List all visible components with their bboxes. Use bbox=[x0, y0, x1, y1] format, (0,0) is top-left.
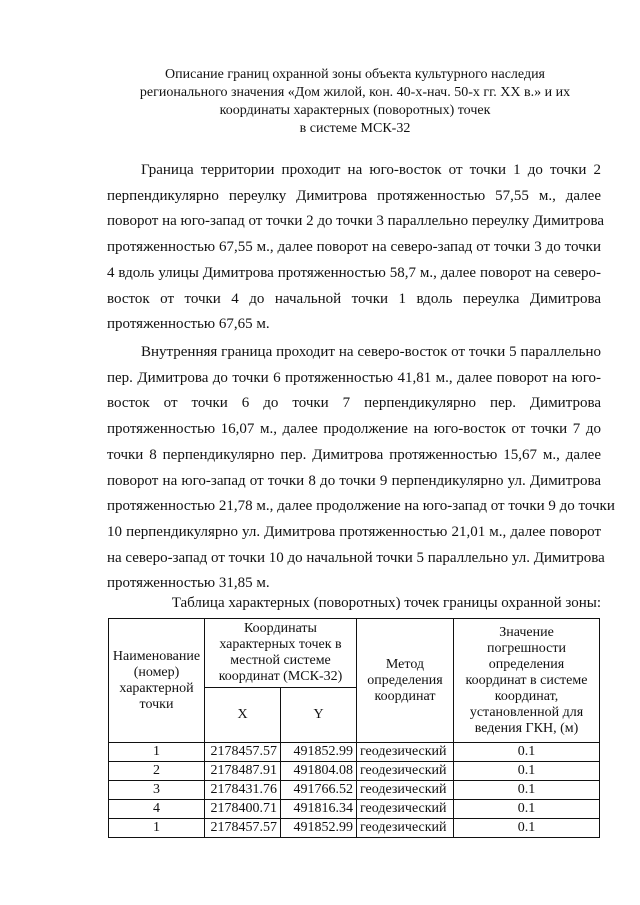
cell-x: 2178431.76 bbox=[205, 781, 281, 800]
cell-y: 491852.99 bbox=[281, 743, 357, 762]
cell-x: 2178457.57 bbox=[205, 819, 281, 838]
paragraph-inner-boundary bbox=[107, 340, 615, 597]
cell-accuracy: 0.1 bbox=[454, 819, 600, 838]
text-line: протяженностью 67,55 м., далее поворот на северо-запад от точки 3 до точки bbox=[107, 239, 601, 256]
coordinates-table bbox=[108, 618, 600, 838]
paragraph-outer-boundary bbox=[107, 158, 605, 338]
table-row bbox=[109, 781, 600, 800]
text-line: протяженностью 21,78 м., далее продолжение на юго-запад от точки 9 до точки bbox=[107, 498, 615, 515]
cell-point: 1 bbox=[109, 819, 205, 838]
cell-point: 4 bbox=[109, 800, 205, 819]
cell-method: геодезический bbox=[357, 800, 454, 819]
header-x: X bbox=[205, 688, 281, 743]
text-line: протяженностью 31,85 м. bbox=[107, 575, 270, 592]
title-line-3: координаты характерных (поворотных) точек bbox=[219, 103, 491, 118]
text-line: точки 8 перпендикулярно пер. Димитрова протяженностью 15,67 м., далее bbox=[107, 446, 601, 463]
cell-y: 491852.99 bbox=[281, 819, 357, 838]
cell-x: 2178487.91 bbox=[205, 762, 281, 781]
text-line: протяженностью 16,07 м., далее продолжение на юго-восток от точки 7 до bbox=[107, 421, 601, 438]
text-line: 10 перпендикулярно ул. Димитрова протяженностью 21,01 м., далее поворот bbox=[107, 523, 601, 540]
text-line: восток от точки 4 до начальной точки 1 вдоль переулка Димитрова bbox=[107, 290, 601, 307]
text-line: 4 вдоль улицы Димитрова протяженностью 58,7 м., далее поворот на северо- bbox=[107, 264, 601, 281]
table-caption: Таблица характерных (поворотных) точек границы охранной зоны: bbox=[171, 595, 601, 611]
title-line-1: Описание границ охранной зоны объекта культурного наследия bbox=[165, 67, 545, 82]
text-line: перпендикулярно переулку Димитрова протяженностью 57,55 м., далее bbox=[107, 187, 601, 204]
header-method: Метод определения координат bbox=[357, 619, 454, 743]
text-line: Внутренняя граница проходит на северо-восток от точки 5 параллельно bbox=[141, 344, 601, 360]
cell-accuracy: 0.1 bbox=[454, 743, 600, 762]
title-line-2: регионального значения «Дом жилой, кон. 40-х-нач. 50-х гг. XX в.» и их bbox=[139, 85, 571, 100]
table-row bbox=[109, 800, 600, 819]
table-row bbox=[109, 762, 600, 781]
text-line: восток от точки 6 до точки 7 перпендикулярно пер. Димитрова bbox=[107, 395, 601, 412]
document-title bbox=[120, 66, 590, 138]
cell-method: геодезический bbox=[357, 819, 454, 838]
cell-x: 2178457.57 bbox=[205, 743, 281, 762]
text-line: поворот на юго-запад от точки 8 до точки 9 перпендикулярно ул. Димитрова bbox=[107, 472, 601, 489]
cell-y: 491766.52 bbox=[281, 781, 357, 800]
header-accuracy: Значение погрешности определения координат в системе координат, установленной для ведения ГКН, (м) bbox=[454, 619, 600, 743]
title-line-4: в системе МСК-32 bbox=[299, 121, 411, 136]
header-coordinates: Координаты характерных точек в местной системе координат (МСК-32) bbox=[205, 619, 357, 688]
header-point-name: Наименование (номер) характерной точки bbox=[109, 619, 205, 743]
cell-y: 491804.08 bbox=[281, 762, 357, 781]
cell-method: геодезический bbox=[357, 743, 454, 762]
cell-accuracy: 0.1 bbox=[454, 800, 600, 819]
table-row bbox=[109, 819, 600, 838]
text-line: протяженностью 67,65 м. bbox=[107, 316, 270, 333]
cell-point: 3 bbox=[109, 781, 205, 800]
cell-y: 491816.34 bbox=[281, 800, 357, 819]
cell-x: 2178400.71 bbox=[205, 800, 281, 819]
cell-method: геодезический bbox=[357, 781, 454, 800]
text-line: поворот на юго-запад от точки 2 до точки 3 параллельно переулку Димитрова bbox=[107, 213, 605, 230]
text-line: на северо-запад от точки 10 до начальной точки 5 параллельно ул. Димитрова bbox=[107, 549, 605, 566]
header-y: Y bbox=[281, 688, 357, 743]
text-line: Граница территории проходит на юго-восток от точки 1 до точки 2 bbox=[141, 162, 601, 178]
cell-method: геодезический bbox=[357, 762, 454, 781]
cell-point: 2 bbox=[109, 762, 205, 781]
cell-point: 1 bbox=[109, 743, 205, 762]
table-row bbox=[109, 743, 600, 762]
text-line: пер. Димитрова до точки 6 протяженностью 41,81 м., далее поворот на юго- bbox=[107, 369, 601, 386]
cell-accuracy: 0.1 bbox=[454, 762, 600, 781]
cell-accuracy: 0.1 bbox=[454, 781, 600, 800]
